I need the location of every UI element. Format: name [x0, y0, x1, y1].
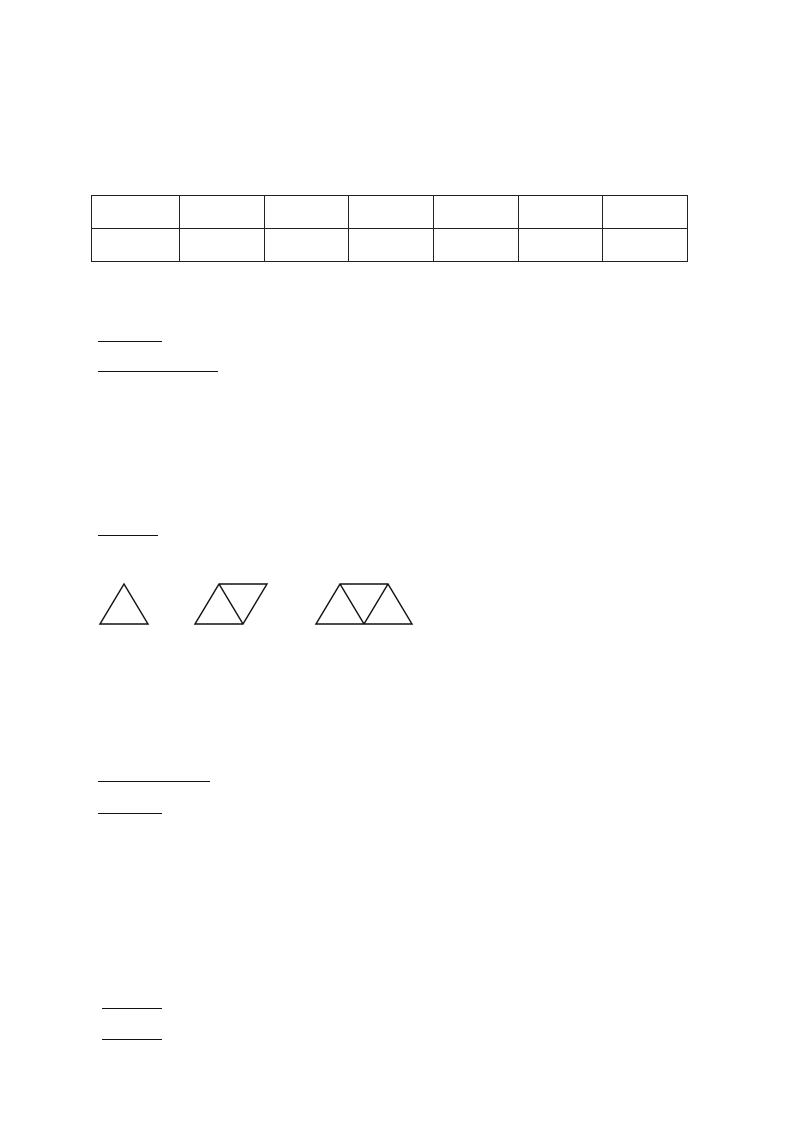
answer-blank[interactable] [102, 1025, 162, 1040]
answer-blank[interactable] [102, 994, 162, 1009]
question-5-sub-1 [102, 994, 162, 1013]
question-5-sub-2 [102, 1025, 162, 1044]
